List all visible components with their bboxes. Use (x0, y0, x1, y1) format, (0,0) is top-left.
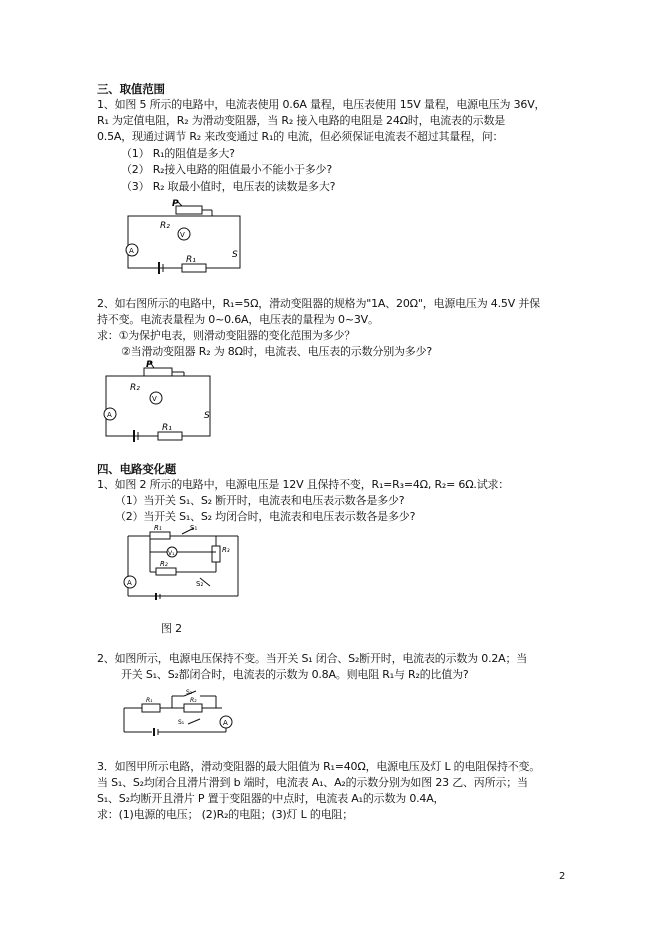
label-r1: R₁ (186, 255, 196, 265)
s3-q2-line4: ②当滑动变阻器 R₂ 为 8Ω时，电流表、电压表的示数分别为多少? (121, 345, 433, 358)
s4-q3-line2: 当 S₁、S₂均闭合且滑片滑到 b 端时，电流表 A₁、A₂的示数分别为如图 23 乙、丙所示；当 (97, 776, 528, 789)
s3-q1-line2: R₁ 为定值电阻，R₂ 为滑动变阻器，当 R₂ 接入电路的电阻是 24Ω时，电流表的示数是 (97, 114, 506, 127)
page-number: 2 (559, 871, 566, 882)
s3-q2-line2: 持不变。电流表量程为 0~0.6A，电压表的量程为 0~3V。 (97, 313, 379, 326)
s4-q2-line1: 2、如图所示，电源电压保持不变。当开关 S₁ 闭合、S₂断开时，电流表的示数为 0.2A；当 (97, 652, 528, 665)
label-a: A (107, 411, 112, 419)
circuit-diagram-4 (118, 688, 236, 738)
label-s2: S₂ (196, 580, 204, 588)
label-r2: R₂ (190, 697, 197, 704)
label-a: A (127, 579, 132, 587)
circuit-diagram-3 (120, 522, 240, 602)
label-r2: R₂ (130, 383, 140, 393)
s4-q3-line1: 3．如图甲所示电路，滑动变阻器的最大阻值为 R₁=40Ω，电源电压及灯 L 的电阻保持不变。 (97, 760, 541, 773)
s3-q1-sub3: （3） R₂ 取最小值时，电压表的读数是多大? (121, 180, 336, 193)
label-v: V (180, 231, 185, 239)
figure2-caption: 图 2 (161, 622, 182, 635)
label-s: S (232, 250, 238, 260)
label-p: P (172, 199, 179, 209)
circuit-diagram-1 (122, 198, 252, 280)
s4-q2-line2: 开关 S₁、S₂都闭合时，电流表的示数为 0.8A。则电阻 R₁与 R₂的比值为? (121, 668, 469, 681)
s4-q3-line3: S₁、S₂均断开且滑片 P 置于变阻器的中点时，电流表 A₁的示数为 0.4A， (97, 792, 445, 805)
label-r1: R₁ (146, 697, 153, 704)
label-a: A (223, 719, 228, 727)
label-r1: R₁ (162, 423, 172, 433)
label-s: S (204, 411, 210, 421)
s3-q2-line1: 2、如右图所示的电路中，R₁=5Ω，滑动变阻器的规格为"1A、20Ω"，电源电压为 4.5V 并保 (97, 297, 540, 310)
s4-q1-line1: 1、如图 2 所示的电路中，电源电压是 12V 且保持不变，R₁=R₃=4Ω, R₂= 6Ω.试求： (97, 478, 510, 491)
s3-q1-line3: 0.5A，现通过调节 R₂ 来改变通过 R₁的 电流，但必须保证电流表不超过其量程，问： (97, 130, 504, 143)
s3-q2-line3: 求：①为保护电表，则滑动变阻器的变化范围为多少？ (97, 329, 356, 342)
label-s1: S₁ (190, 524, 198, 532)
label-s2: S₂ (186, 689, 193, 696)
label-r3: R₃ (222, 546, 230, 554)
label-r2: R₂ (160, 221, 170, 231)
label-s1: S₁ (178, 719, 185, 726)
section3-heading: 三、取值范围 (97, 82, 165, 96)
label-p: P (146, 360, 153, 370)
label-r2: R₂ (160, 560, 168, 568)
label-r1: R₁ (154, 524, 162, 532)
circuit-diagram-2 (100, 358, 220, 442)
s3-q1-sub1: （1） R₁的阻值是多大? (121, 147, 235, 160)
label-v: V (152, 395, 157, 403)
s4-q1-sub1: （1）当开关 S₁、S₂ 断开时，电流表和电压表示数各是多少? (115, 494, 405, 507)
s4-q1-sub2: （2）当开关 S₁、S₂ 均闭合时，电流表和电压表示数各是多少? (115, 510, 416, 523)
s3-q1-sub2: （2） R₂接入电路的阻值最小不能小于多少? (121, 163, 332, 176)
s4-q3-line4: 求：(1)电源的电压； (2)R₂的电阻；(3)灯 L 的电阻； (97, 808, 354, 821)
label-a: A (129, 247, 134, 255)
label-v1: V₁ (168, 550, 175, 557)
s3-q1-line1: 1、如图 5 所示的电路中，电流表使用 0.6A 量程，电压表使用 15V 量程，电源电压为 36V， (97, 98, 546, 111)
section4-heading: 四、电路变化题 (97, 462, 177, 476)
